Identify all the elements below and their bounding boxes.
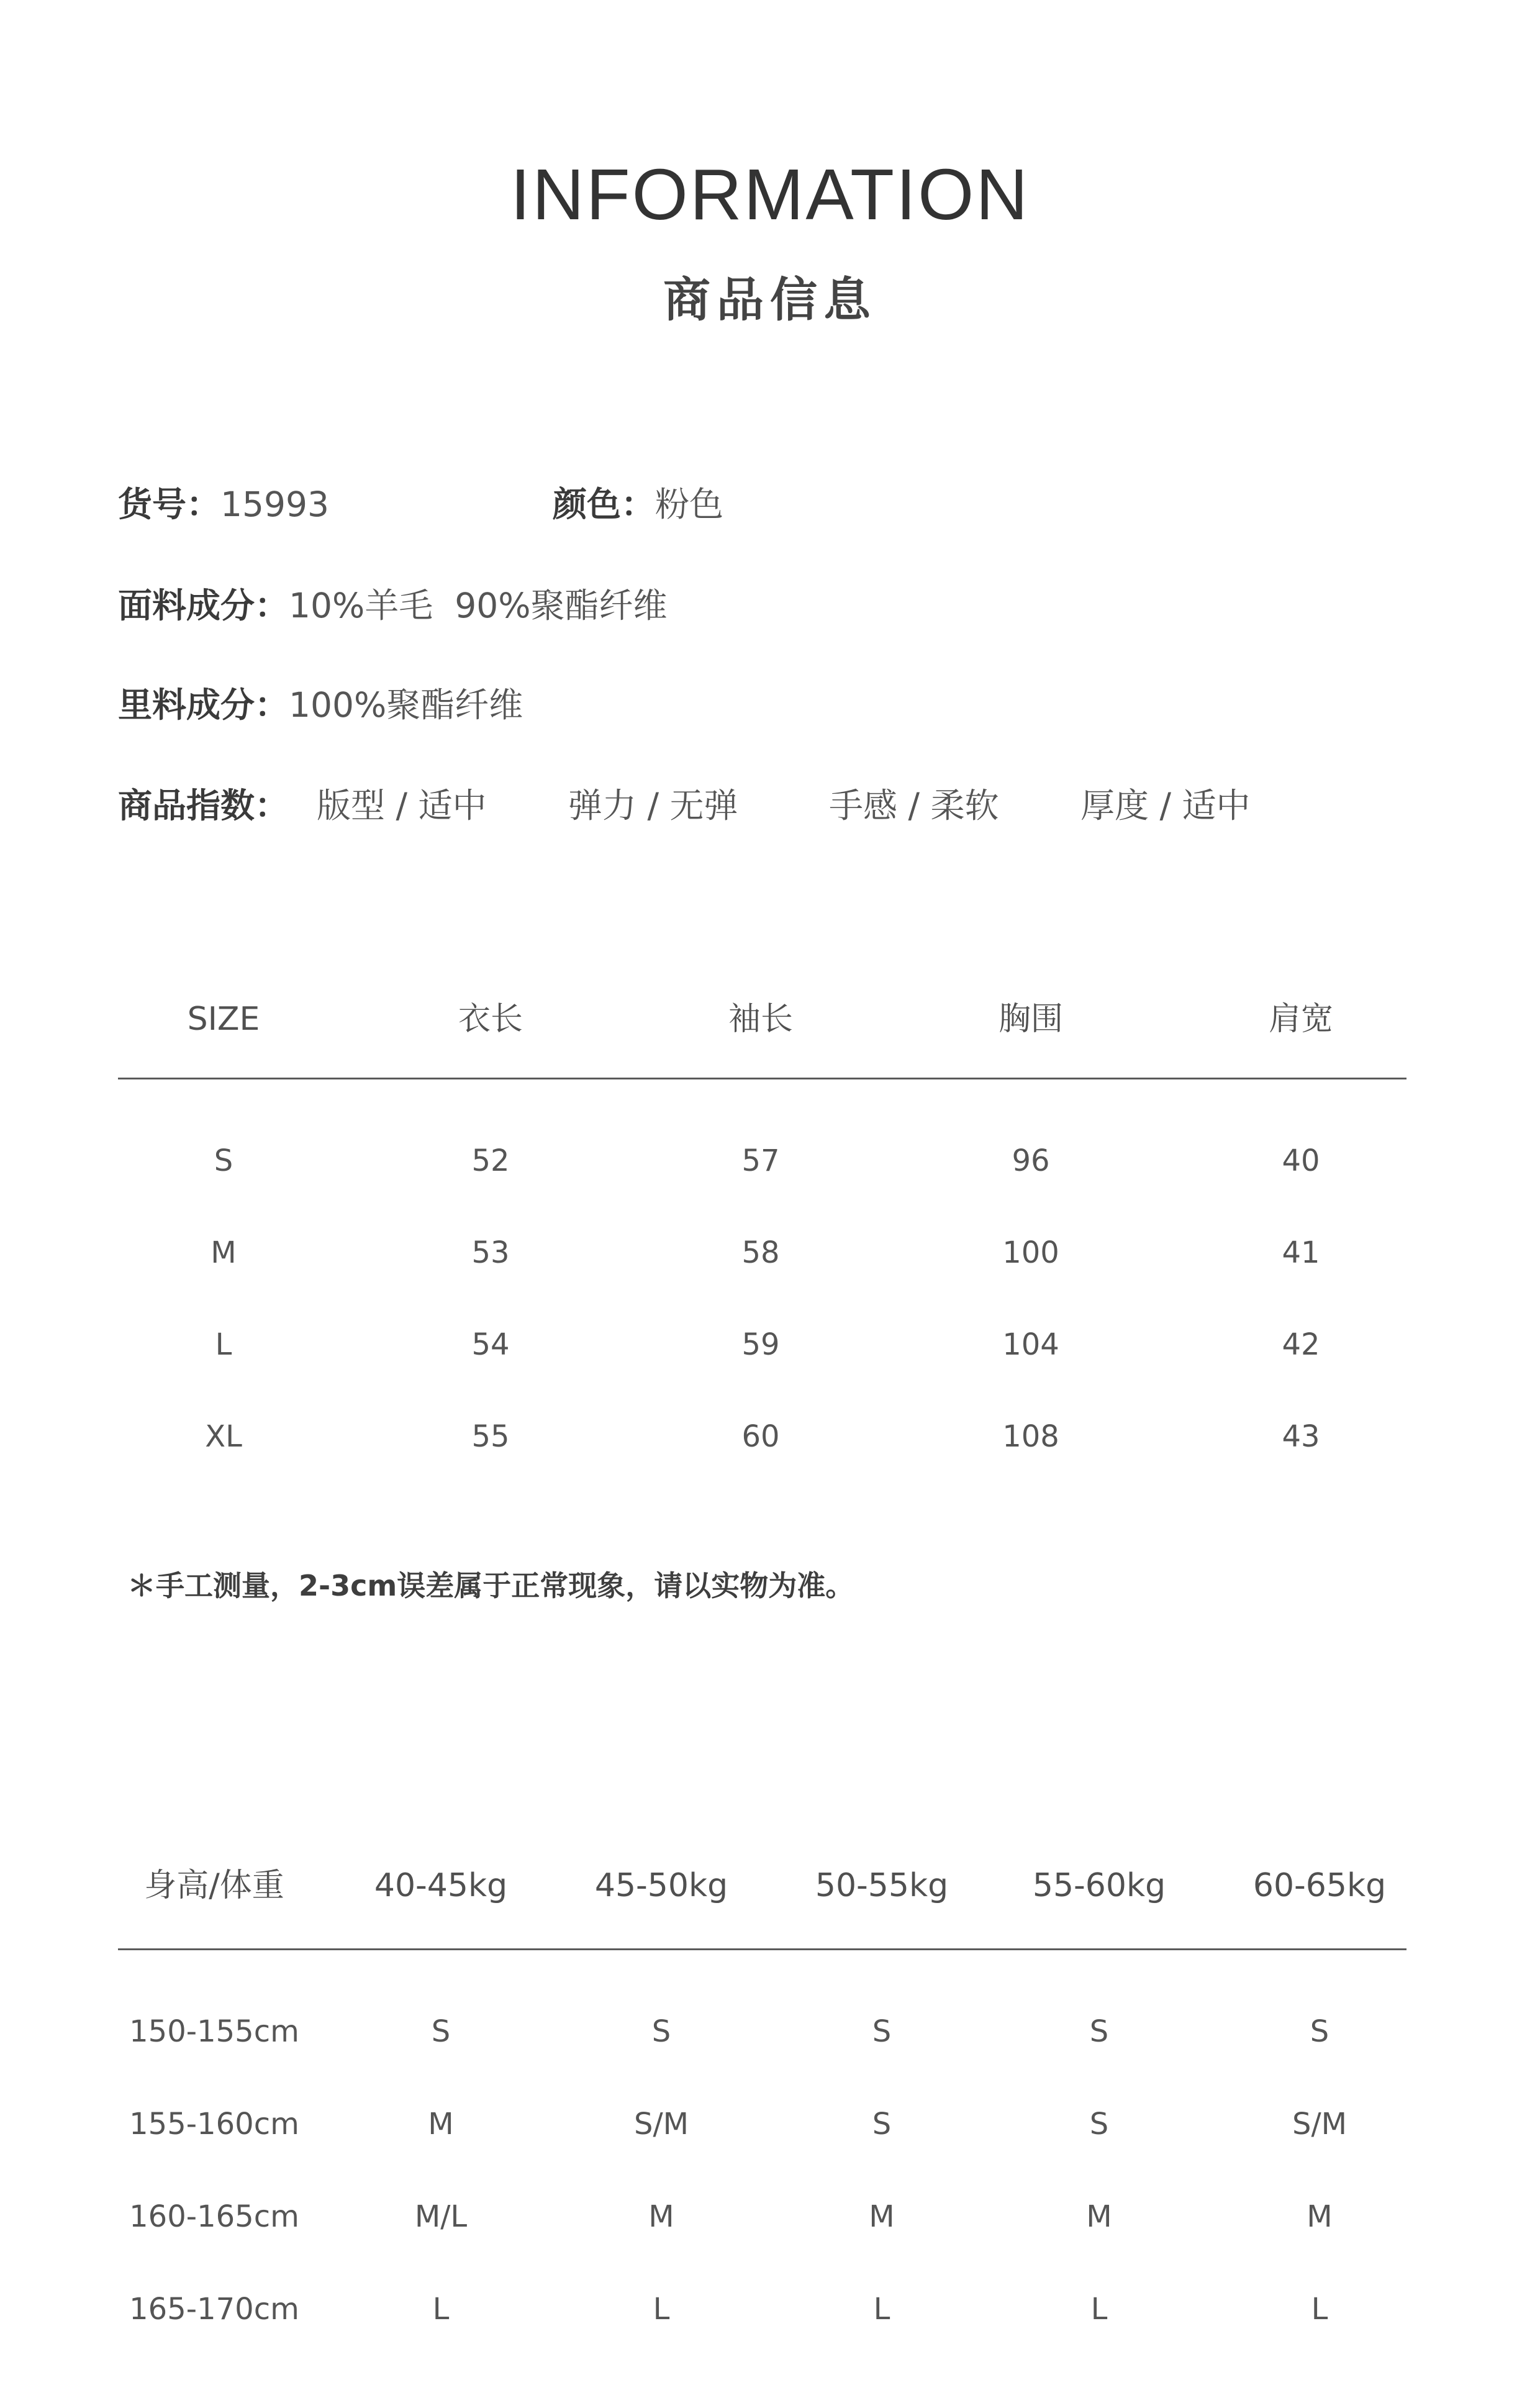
lining-value: 100%聚酯纤维 <box>289 685 523 725</box>
index-fit: 版型 / 适中 <box>317 786 487 825</box>
product-index-row <box>118 786 289 825</box>
index-elasticity: 弹力 / 无弹 <box>568 786 738 825</box>
size-header-sleeve: 袖长 <box>728 1001 793 1038</box>
index-hand-feel: 手感 / 柔软 <box>829 786 999 825</box>
fit-header-55-60: 55-60kg <box>1032 1867 1166 1904</box>
fabric-value: 10%羊毛 90%聚酯纤维 <box>289 586 668 625</box>
fit-table-divider <box>118 1948 1406 1950</box>
measurement-note: ＊手工测量，2-3cm误差属于正常现象，请以实物为准。 <box>127 1569 854 1602</box>
size-header-size: SIZE <box>187 1001 260 1038</box>
lining-row <box>118 685 523 725</box>
item-number-value: 15993 <box>220 484 329 524</box>
item-number-row <box>118 484 329 524</box>
fit-header-40-45: 40-45kg <box>374 1867 508 1904</box>
fit-header-45-50: 45-50kg <box>594 1867 728 1904</box>
size-header-chest: 胸围 <box>998 1001 1063 1038</box>
fit-header-60-65: 60-65kg <box>1252 1867 1387 1904</box>
fit-header-height-weight: 身高/体重 <box>144 1867 284 1904</box>
page-title: INFORMATION <box>510 154 1030 235</box>
index-thickness: 厚度 / 适中 <box>1080 786 1251 825</box>
fabric-row <box>118 586 668 625</box>
product-index-label: 商品指数： <box>118 786 289 825</box>
color-label: 颜色： <box>553 484 656 524</box>
fabric-label: 面料成分： <box>118 586 289 625</box>
lining-label: 里料成分： <box>118 685 289 725</box>
item-number-label: 货号： <box>118 484 221 524</box>
size-header-shoulder: 肩宽 <box>1268 1001 1333 1038</box>
color-row <box>553 484 724 524</box>
page-subtitle: 商品信息 <box>663 272 877 327</box>
size-table-divider <box>118 1078 1406 1079</box>
fit-header-50-55: 50-55kg <box>815 1867 949 1904</box>
color-value: 粉色 <box>655 484 724 524</box>
size-header-length: 衣长 <box>458 1001 523 1038</box>
